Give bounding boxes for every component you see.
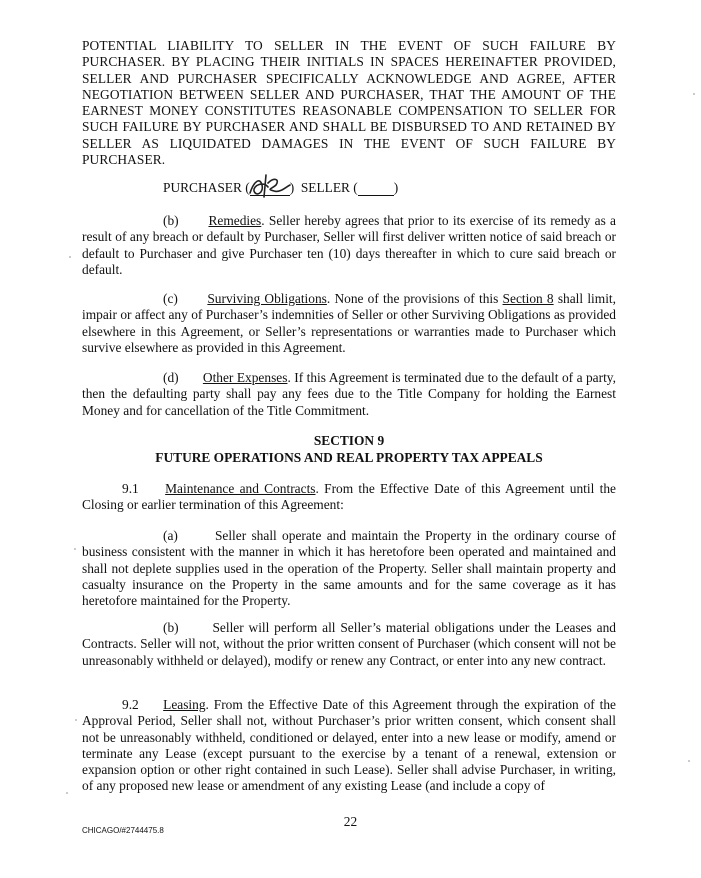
surviving-obligations-paragraph <box>82 291 616 356</box>
item-number: (d) <box>163 370 179 385</box>
perform-obligations-paragraph <box>82 620 616 669</box>
section-8-reference: Section 8 <box>502 291 554 306</box>
surviving-obligations-text-cont: shall limit, impair or affect any of Purchaser’s indemnities of Seller or other Surviving Obligations as provided elsewhere in this Agreement, or Seller’s representations or warranties made to Purchaser which survive elsewhere as provided in this Agreement. <box>82 291 616 355</box>
purchaser-initials-label: PURCHASER ( <box>163 180 250 195</box>
seller-initials-blank[interactable] <box>358 195 394 196</box>
maintenance-contracts-text: . From the Effective Date of this Agreement until the Closing or earlier termination of this Agreement: <box>82 481 616 513</box>
operate-maintain-text: Seller shall operate and maintain the Property in the ordinary course of business consistent with the manner in which it has heretofore been operated and maintained and shall not deplete supplies used in the operation of the Property. Seller shall maintain property and casualty insurance on the Property in the same amounts and for the same coverage as it has heretofore maintained for the Property. <box>82 528 616 609</box>
item-number: (a) <box>163 528 178 543</box>
leasing-heading: Leasing <box>163 697 206 712</box>
remedies-text: . Seller hereby agrees that prior to its exercise of its remedy as a result of any breach or default by Purchaser, Seller will first deliver written notice of said breach or default to Purchaser and give Purchaser ten (10) days thereafter in which to cure said breach or default. <box>82 213 616 277</box>
scan-speck <box>69 256 71 258</box>
leasing-paragraph <box>82 697 616 795</box>
operate-maintain-paragraph <box>82 528 616 609</box>
document-id: CHICAGO/#2744475.8 <box>82 826 164 835</box>
other-expenses-heading: Other Expenses <box>202 370 288 385</box>
maintenance-contracts-paragraph <box>82 481 616 514</box>
scan-speck <box>74 548 76 550</box>
seller-close-paren: ) <box>393 180 399 195</box>
purchaser-initials-signature <box>244 171 294 201</box>
scan-speck <box>75 719 77 721</box>
item-number: (b) <box>163 620 179 635</box>
scan-speck <box>693 93 695 95</box>
other-expenses-text: . If this Agreement is terminated due to the default of a party, then the defaulting party shall pay any fees due to the Title Company for holding the Earnest Money and for cancellation of the Title Commitment. <box>82 370 616 418</box>
other-expenses-paragraph <box>82 370 616 419</box>
leasing-text: . From the Effective Date of this Agreement through the expiration of the Approval Period, Seller shall not, without Purchaser’s prior written consent, which consent shall not be unreasonably withheld, conditioned or delayed, enter into a new lease or modify, amend or terminate any Lease (except pursuant to the exercise by a tenant of a renewal, extension or expansion option or other right contained in such Lease). Seller shall advise Purchaser, in writing, of any proposed new lease or amendment of any existing Lease (and include a copy of <box>82 697 616 794</box>
surviving-obligations-heading: Surviving Obligations <box>207 291 327 306</box>
maintenance-contracts-heading: Maintenance and Contracts <box>165 481 316 496</box>
remedies-paragraph <box>82 213 616 278</box>
scan-speck <box>66 792 68 794</box>
scan-speck <box>688 760 690 762</box>
section-number: SECTION 9 <box>313 433 385 448</box>
item-number: (b) <box>163 213 179 228</box>
surviving-obligations-text: . None of the provisions of this <box>326 291 503 306</box>
purchaser-close-paren: ) <box>289 180 295 195</box>
item-number: 9.2 <box>122 697 139 712</box>
remedies-heading: Remedies <box>208 213 262 228</box>
section-title: FUTURE OPERATIONS AND REAL PROPERTY TAX APPEALS <box>155 450 543 465</box>
item-number: 9.1 <box>122 481 139 496</box>
perform-obligations-text: Seller will perform all Seller’s material obligations under the Leases and Contracts. Seller will not, without the prior written consent of Purchaser (which consent will not be unreasonably withheld or delayed), modify or renew any Contract, or enter into any new contract. <box>82 620 616 668</box>
item-number: (c) <box>163 291 178 306</box>
seller-initials-label: SELLER ( <box>300 180 358 195</box>
page-number: 22 <box>343 814 358 829</box>
liquidated-damages-paragraph: POTENTIAL LIABILITY TO SELLER IN THE EVENT OF SUCH FAILURE BY PURCHASER. BY PLACING THEIR INITIALS IN SPACES HEREINAFTER PROVIDED, SELLER AND PURCHASER SPECIFICALLY ACKNOWLEDGE AND AGREE, AFTER NEGOTIATION BETWEEN SELLER AND PURCHASER, THAT THE AMOUNT OF THE EARNEST MONEY CONSTITUTES REASONABLE COMPENSATION TO SELLER FOR SUCH FAILURE BY PURCHASER AND SHALL BE DISBURSED TO AND RETAINED BY SELLER AS LIQUIDATED DAMAGES IN THE EVENT OF SUCH FAILURE BY PURCHASER. <box>82 38 616 168</box>
